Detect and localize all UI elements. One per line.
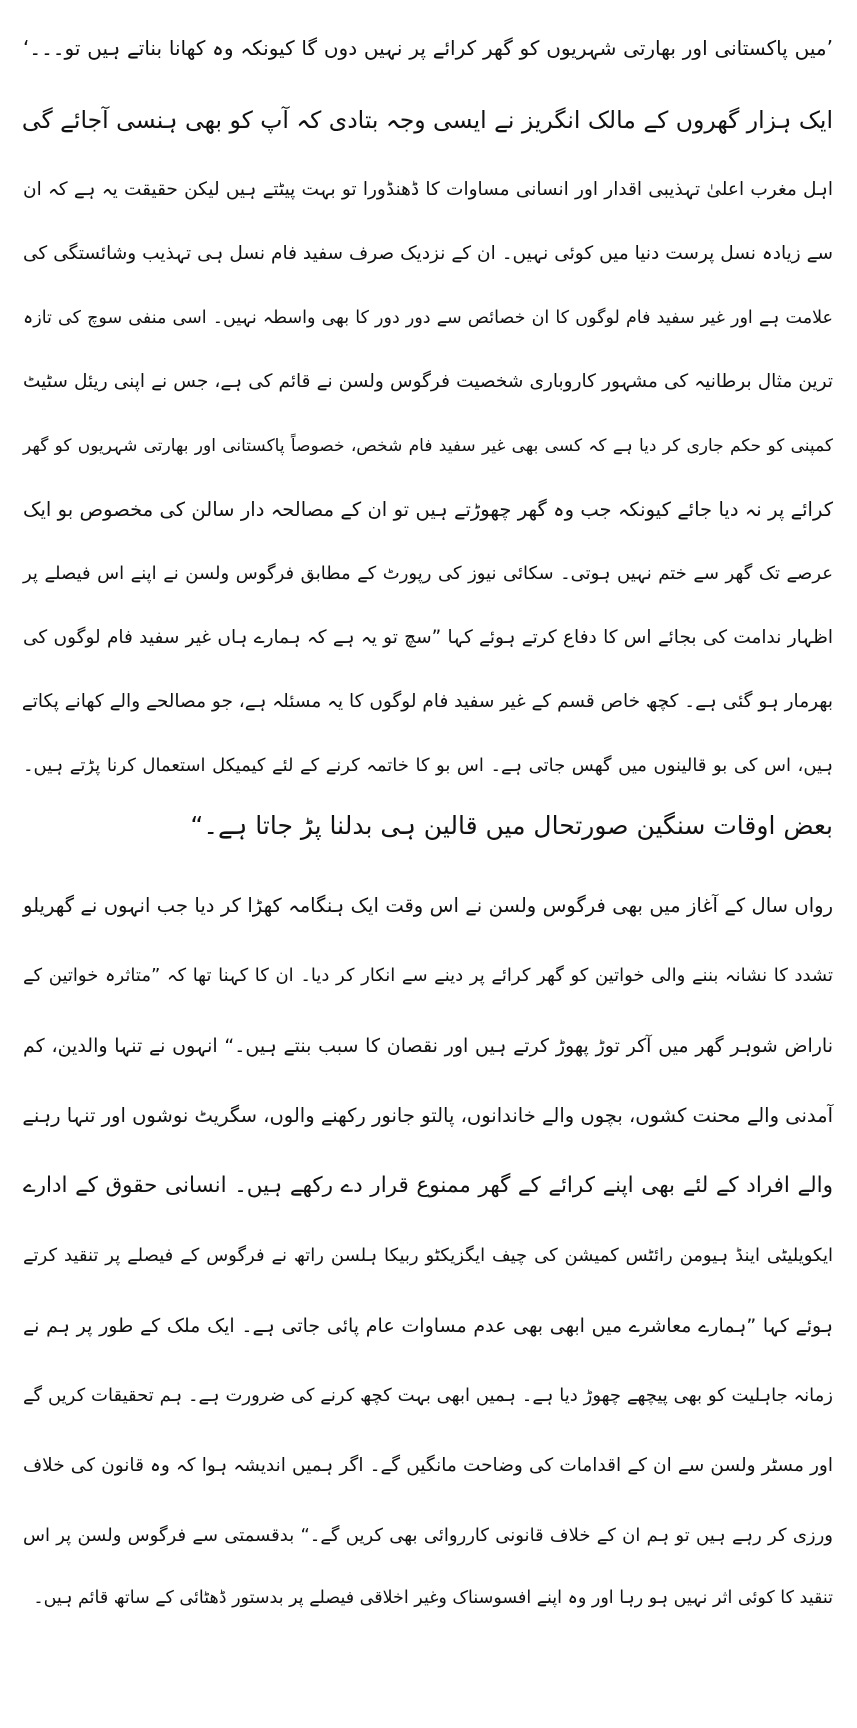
paragraph-line: بھرمار ہو گئی ہے۔ کچھ خاص قسم کے غیر سفید فام لوگوں کا یہ مسئلہ ہے، جو مصالحے والے کھانے پکاتے xyxy=(21,691,833,712)
paragraph-line: ورزی کر رہے ہیں تو ہم ان کے خلاف قانونی کارروائی بھی کریں گے۔“ بدقسمتی سے فرگوس ولسن پر اس xyxy=(23,1525,833,1546)
paragraph-line: کرائے پر نہ دیا جائے کیونکہ جب وہ گھر چھوڑتے ہیں تو ان کے مصالحہ دار سالن کی مخصوص بو ایک xyxy=(23,498,833,521)
paragraph-line: زمانہ جاہلیت کو بھی پیچھے چھوڑ دیا ہے۔ ہمیں ابھی بہت کچھ کرنے کی ضرورت ہے۔ ہم تحقیقات کریں گے xyxy=(23,1385,833,1406)
paragraph-line: اور مسٹر ولسن سے ان کے اقدامات کی وضاحت مانگیں گے۔ اگر ہمیں اندیشہ ہوا کہ وہ قانون کی خلاف xyxy=(23,1455,833,1476)
paragraph-line: ایکویلیٹی اینڈ ہیومن رائٹس کمیشن کی چیف ایگزیکٹو ربیکا ہلسن راتھ نے فرگوس کے فیصلے پر تنقید کرتے xyxy=(23,1245,833,1266)
paragraph-line: عرصے تک گھر سے ختم نہیں ہوتی۔ سکائی نیوز کی رپورٹ کے مطابق فرگوس ولسن نے اپنے اس فیصلے پر xyxy=(23,563,833,584)
paragraph-line: ترین مثال برطانیہ کی مشہور کاروباری شخصیت فرگوس ولسن نے قائم کی ہے، جس نے اپنی ریئل سٹیٹ xyxy=(23,371,833,392)
paragraph-line: اظہار ندامت کی بجائے اس کا دفاع کرتے ہوئے کہا ”سچ تو یہ ہے کہ ہمارے ہاں غیر سفید فام لوگوں کی xyxy=(23,627,833,648)
paragraph-line: سے زیادہ نسل پرست دنیا میں کوئی نہیں۔ ان کے نزدیک صرف سفید فام نسل ہی تہذیب وشائستگی کی xyxy=(23,243,833,264)
headline-line: ’میں پاکستانی اور بھارتی شہریوں کو گھر کرائے پر نہیں دوں گا کیونکہ وہ کھانا بناتے ہیں تو۔۔۔‘ xyxy=(23,36,833,60)
headline-line: ایک ہزار گھروں کے مالک انگریز نے ایسی وجہ بتادی کہ آپ کو بھی ہنسی آجائے گی xyxy=(21,106,833,134)
paragraph-line: تنقید کا کوئی اثر نہیں ہو رہا اور وہ اپنے افسوسناک وغیر اخلاقی فیصلے پر بدستور ڈھٹائی کے ساتھ قائم ہیں۔ xyxy=(33,1588,833,1608)
paragraph-line: اہل مغرب اعلیٰ تہذیبی اقدار اور انسانی مساوات کا ڈھنڈورا تو بہت پیٹتے ہیں لیکن حقیقت یہ ہے کہ ان xyxy=(23,179,833,200)
paragraph-line: ہیں، اس کی بو قالینوں میں گھس جاتی ہے۔ اس بو کا خاتمہ کرنے کے لئے کیمیکل استعمال کرنا پڑتے ہیں۔ xyxy=(23,755,833,776)
paragraph-line: والے افراد کے لئے بھی اپنے کرائے کے گھر ممنوع قرار دے رکھے ہیں۔ انسانی حقوق کے ادارے xyxy=(23,1173,833,1198)
paragraph-line: تشدد کا نشانہ بننے والی خواتین کو گھر کرائے پر دینے سے انکار کر دیا۔ ان کا کہنا تھا کہ ”متاثرہ خواتین کے xyxy=(23,965,833,986)
paragraph-line: آمدنی والے محنت کشوں، بچوں والے خاندانوں، پالتو جانور رکھنے والوں، سگریٹ نوشوں اور تنہا رہنے xyxy=(22,1104,833,1127)
paragraph-line: رواں سال کے آغاز میں بھی فرگوس ولسن نے اس وقت ایک ہنگامہ کھڑا کر دیا جب انہوں نے گھریلو xyxy=(23,894,833,917)
paragraph-line: کمپنی کو حکم جاری کر دیا ہے کہ کسی بھی غیر سفید فام شخص، خصوصاً پاکستانی اور بھارتی شہریوں کو گھر xyxy=(23,436,833,456)
paragraph-line: ہوئے کہا ”ہمارے معاشرے میں ابھی بھی عدم مساوات عام پائی جاتی ہے۔ ایک ملک کے طور پر ہم نے xyxy=(23,1315,833,1337)
paragraph-line: بعض اوقات سنگین صورتحال میں قالین ہی بدلنا پڑ جاتا ہے۔“ xyxy=(190,811,833,840)
paragraph-line: علامت ہے اور غیر سفید فام لوگوں کا ان خصائص سے دور دور کا بھی واسطہ نہیں۔ اسی منفی سوچ کی تازہ xyxy=(23,308,833,328)
paragraph-line: ناراض شوہر گھر میں آکر توڑ پھوڑ کرتے ہیں اور نقصان کا سبب بنتے ہیں۔“ انہوں نے تنہا والدین، کم xyxy=(23,1035,833,1057)
